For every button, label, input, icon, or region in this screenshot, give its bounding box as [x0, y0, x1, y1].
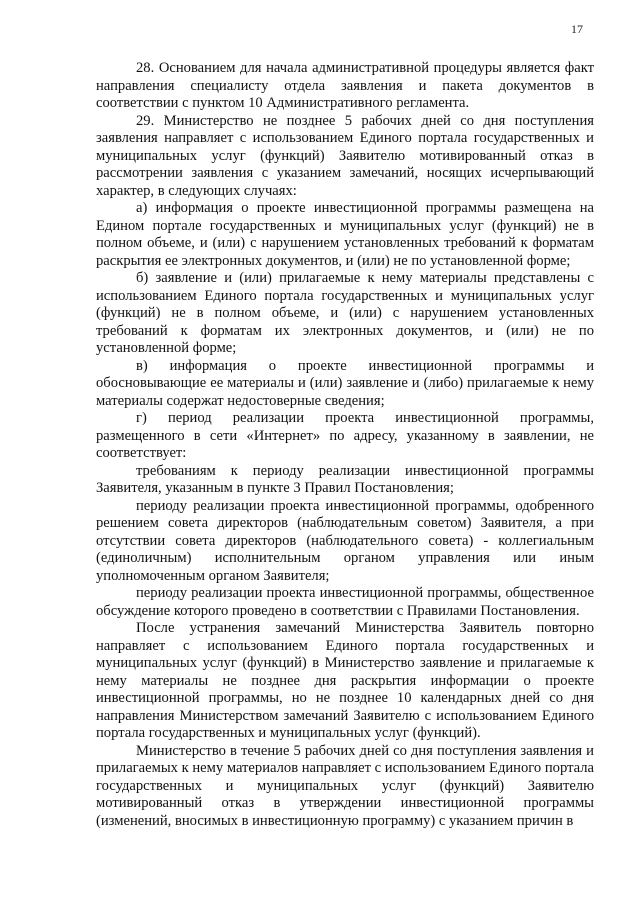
paragraph-resubmission: После устранения замечаний Министерства Заявитель повторно направляет с использованием Единого портала государственных и муниципальных услуг (функций) в Министерство заявление и прилагаемые к нему материалы не позднее дня раскрытия информации о проекте инвестиционной программы, но не позднее 10 календарных дней со дня направления Министерством замечаний Заявителю с использованием Единого портала государственных и муниципальных услуг (функций). — [96, 620, 594, 741]
paragraph-29: 29. Министерство не позднее 5 рабочих дней со дня поступления заявления направляет с использованием Единого портала государственных и муниципальных услуг (функций) Заявителю мотивированный отказ в рассмотрении заявления с указанием замечаний, носящих исчерпывающий характер, в следующих случаях: — [96, 112, 594, 199]
requirement-item-1: требованиям к периоду реализации инвестиционной программы Заявителя, указанным в пункте 3 Правил Постановления; — [96, 462, 594, 496]
subparagraph-a: а) информация о проекте инвестиционной программы размещена на Едином портале государственных и муниципальных услуг (функций) не в полном объеме, и (или) с нарушением установленных требований к форматам раскрытия ее электронных документов, и (или) не по установленной форме; — [96, 200, 594, 269]
subparagraph-b: б) заявление и (или) прилагаемые к нему материалы представлены с использованием Единого портала государственных и муниципальных услуг (функций) не в полном объеме, и (или) с нарушением установленных требований к форматам их электронных документов, и (или) не по установленной форме; — [96, 270, 594, 356]
requirement-item-2: периоду реализации проекта инвестиционной программы, одобренного решением совета директоров (наблюдательным советом) Заявителя, а при отсутствии совета директоров (наблюдательного совета) - коллегиальным (единоличным) исполнительным органом управления или иным уполномоченным органом Заявителя; — [96, 497, 594, 584]
subparagraph-g: г) период реализации проекта инвестиционной программы, размещенного в сети «Интернет» по адресу, указанному в заявлении, не соответствует: — [96, 410, 594, 461]
paragraph-refusal: Министерство в течение 5 рабочих дней со дня поступления заявления и прилагаемых к нему материалов направляет с использованием Единого портала государственных и муниципальных услуг (функций) Заявителю мотивированный отказ в утверждении инвестиционной программы (изменений, вносимых в инвестиционную программу) с указанием причин в — [96, 742, 594, 829]
requirement-item-3: периоду реализации проекта инвестиционной программы, общественное обсуждение которого проведено в соответствии с Правилами Постановления. — [96, 585, 594, 619]
page-number: 17 — [571, 22, 583, 36]
document-body — [96, 60, 594, 830]
subparagraph-v: в) информация о проекте инвестиционной программы и обосновывающие ее материалы и (или) заявление и (либо) прилагаемые к нему материалы содержат недостоверные сведения; — [96, 357, 594, 409]
paragraph-28: 28. Основанием для начала административной процедуры является факт направления специалисту отдела заявления и пакета документов в соответствии с пунктом 10 Административного регламента. — [96, 60, 594, 111]
